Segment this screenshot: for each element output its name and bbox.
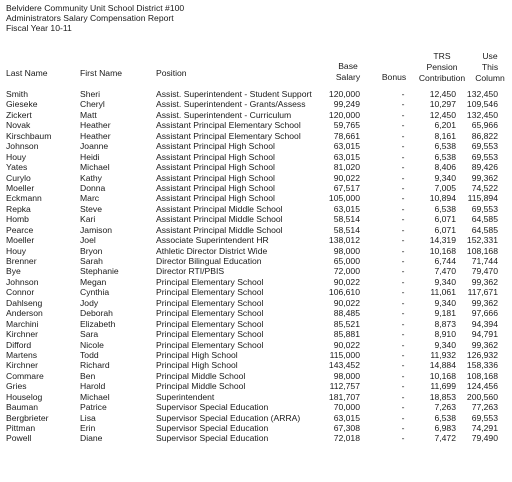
bonus-cell: - — [401, 349, 405, 360]
bonus-cell: - — [401, 120, 405, 131]
position-cell: Associate Superintendent HR — [156, 235, 269, 246]
bonus-cell: - — [401, 224, 405, 235]
table-row — [0, 225, 512, 235]
last-name-cell: Martens — [6, 349, 38, 360]
salary-table-body — [0, 89, 512, 444]
first-name-cell: Sheri — [80, 89, 101, 99]
trs-pension-cell: 9,340 — [434, 172, 456, 183]
base-salary-cell: 85,881 — [333, 329, 360, 340]
header-trs-1: TRS — [433, 51, 451, 61]
position-cell: Supervisor Special Education — [156, 433, 269, 444]
header-first-name: First Name — [80, 68, 123, 78]
trs-pension-cell: 18,853 — [429, 391, 456, 402]
total-cell: 69,553 — [471, 151, 498, 162]
position-cell: Principal Elementary School — [156, 297, 264, 308]
header-base-2: Salary — [335, 72, 361, 82]
position-cell: Assistant Principal High School — [156, 141, 275, 152]
last-name-cell: Dahlseng — [6, 297, 43, 308]
first-name-cell: Richard — [80, 360, 110, 371]
fiscal-year: Fiscal Year 10-11 — [6, 23, 72, 33]
trs-pension-cell: 11,061 — [430, 287, 456, 298]
base-salary-cell: 67,308 — [333, 423, 360, 433]
last-name-cell: Pearce — [6, 224, 34, 235]
bonus-cell: - — [401, 214, 405, 225]
first-name-cell: Nicole — [80, 339, 104, 350]
trs-pension-cell: 6,538 — [434, 141, 456, 152]
first-name-cell: Kari — [80, 214, 96, 225]
trs-pension-cell: 8,161 — [434, 130, 456, 141]
first-name-cell: Heidi — [80, 151, 100, 162]
trs-pension-cell: 6,538 — [434, 412, 456, 423]
trs-pension-cell: 8,873 — [434, 318, 456, 329]
position-cell: Principal Middle School — [156, 381, 246, 392]
header-trs-3: Contribution — [418, 73, 466, 83]
trs-pension-cell: 14,884 — [429, 360, 456, 371]
bonus-cell: - — [401, 245, 405, 256]
total-cell: 94,394 — [471, 318, 498, 329]
first-name-cell: Kathy — [80, 172, 102, 183]
last-name-cell: Bye — [6, 266, 21, 277]
first-name-cell: Todd — [80, 349, 99, 360]
bonus-cell: - — [401, 235, 405, 246]
first-name-cell: Cheryl — [80, 99, 105, 110]
table-row — [0, 319, 512, 329]
first-name-cell: Patrice — [80, 402, 107, 413]
table-row — [0, 340, 512, 350]
first-name-cell: Lisa — [80, 412, 96, 423]
position-cell: Principal Elementary School — [156, 318, 264, 329]
trs-pension-cell: 6,538 — [434, 203, 456, 214]
base-salary-cell: 112,757 — [329, 381, 360, 392]
first-name-cell: Stephanie — [80, 266, 119, 277]
first-name-cell: Bryon — [80, 245, 103, 256]
first-name-cell: Sara — [80, 329, 99, 340]
base-salary-cell: 58,514 — [333, 214, 360, 225]
trs-pension-cell: 10,168 — [429, 245, 456, 256]
position-cell: Principal High School — [156, 360, 238, 371]
first-name-cell: Ben — [80, 370, 96, 381]
trs-pension-cell: 7,263 — [434, 402, 456, 413]
position-cell: Assistant Principal Middle School — [156, 203, 283, 214]
position-cell: Assistant Principal High School — [156, 182, 275, 193]
position-cell: Director Bilingual Education — [156, 256, 262, 266]
trs-pension-cell: 12,450 — [429, 109, 456, 120]
first-name-cell: Joel — [80, 235, 96, 246]
bonus-cell: - — [401, 391, 405, 402]
header-bonus: Bonus — [381, 72, 407, 82]
base-salary-cell: 98,000 — [333, 370, 360, 381]
last-name-cell: Smith — [6, 89, 28, 99]
first-name-cell: Elizabeth — [80, 318, 116, 329]
bonus-cell: - — [401, 276, 405, 287]
trs-pension-cell: 6,071 — [434, 224, 456, 235]
last-name-cell: Zickert — [6, 109, 32, 120]
total-cell: 115,894 — [467, 193, 498, 204]
table-row — [0, 423, 512, 433]
table-row — [0, 392, 512, 402]
first-name-cell: Erin — [80, 423, 96, 433]
table-row — [0, 402, 512, 412]
table-row — [0, 277, 512, 287]
total-cell: 65,966 — [471, 120, 498, 131]
last-name-cell: Kirchner — [6, 329, 38, 340]
last-name-cell: Kirchner — [6, 360, 38, 371]
table-row — [0, 433, 512, 443]
last-name-cell: Eckmann — [6, 193, 42, 204]
total-cell: 86,822 — [471, 130, 498, 141]
position-cell: Principal Elementary School — [156, 287, 264, 298]
last-name-cell: Gieseke — [6, 99, 38, 110]
bonus-cell: - — [401, 109, 405, 120]
bonus-cell: - — [401, 256, 405, 266]
table-row — [0, 89, 512, 99]
trs-pension-cell: 11,699 — [430, 381, 456, 392]
first-name-cell: Megan — [80, 276, 107, 287]
table-row — [0, 246, 512, 256]
base-salary-cell: 70,000 — [333, 402, 360, 413]
table-row — [0, 173, 512, 183]
table-row — [0, 152, 512, 162]
table-row — [0, 381, 512, 391]
last-name-cell: Connor — [6, 287, 35, 298]
total-cell: 200,560 — [466, 391, 498, 402]
total-cell: 79,470 — [471, 266, 498, 277]
base-salary-cell: 72,000 — [333, 266, 360, 277]
bonus-cell: - — [401, 266, 405, 277]
base-salary-cell: 90,022 — [333, 339, 360, 350]
trs-pension-cell: 8,910 — [434, 329, 456, 340]
total-cell: 126,932 — [466, 349, 498, 360]
bonus-cell: - — [401, 381, 405, 392]
last-name-cell: Bauman — [6, 402, 39, 413]
trs-pension-cell: 14,319 — [429, 235, 456, 246]
table-row — [0, 141, 512, 151]
table-row — [0, 287, 512, 297]
base-salary-cell: 85,521 — [333, 318, 360, 329]
last-name-cell: Houy — [6, 245, 27, 256]
table-row — [0, 266, 512, 276]
first-name-cell: Jamison — [80, 224, 112, 235]
total-cell: 97,666 — [471, 308, 498, 319]
first-name-cell: Heather — [80, 120, 111, 131]
bonus-cell: - — [401, 370, 405, 381]
bonus-cell: - — [401, 412, 405, 423]
base-salary-cell: 72,018 — [333, 433, 360, 444]
total-cell: 79,490 — [471, 433, 498, 444]
base-salary-cell: 143,452 — [328, 360, 360, 371]
bonus-cell: - — [401, 318, 405, 329]
table-row — [0, 214, 512, 224]
base-salary-cell: 63,015 — [333, 141, 360, 152]
base-salary-cell: 67,517 — [333, 182, 360, 193]
position-cell: Principal Elementary School — [156, 308, 264, 319]
total-cell: 71,744 — [471, 256, 498, 266]
first-name-cell: Sarah — [80, 256, 103, 266]
trs-pension-cell: 7,470 — [434, 266, 456, 277]
first-name-cell: Jody — [80, 297, 99, 308]
total-cell: 132,450 — [466, 109, 498, 120]
trs-pension-cell: 8,406 — [434, 162, 456, 173]
table-row — [0, 350, 512, 360]
trs-pension-cell: 6,201 — [434, 120, 456, 131]
first-name-cell: Marc — [80, 193, 100, 204]
first-name-cell: Matt — [80, 109, 97, 120]
position-cell: Assist. Superintendent - Curriculum — [156, 109, 292, 120]
base-salary-cell: 138,012 — [328, 235, 360, 246]
position-cell: Assistant Principal Elementary School — [156, 130, 301, 141]
base-salary-cell: 106,610 — [328, 287, 360, 298]
last-name-cell: Houselog — [6, 391, 43, 402]
base-salary-cell: 90,022 — [333, 297, 360, 308]
report-title: Administrators Salary Compensation Report — [6, 13, 174, 23]
position-cell: Superintendent — [156, 391, 215, 402]
last-name-cell: Difford — [6, 339, 32, 350]
table-row — [0, 193, 512, 203]
total-cell: 77,263 — [471, 402, 498, 413]
first-name-cell: Michael — [80, 391, 110, 402]
header-use-2: This — [481, 62, 499, 72]
position-cell: Assistant Principal Middle School — [156, 224, 283, 235]
first-name-cell: Joanne — [80, 141, 109, 152]
trs-pension-cell: 9,181 — [434, 308, 456, 319]
last-name-cell: Bergbrieter — [6, 412, 49, 423]
trs-pension-cell: 10,297 — [429, 99, 456, 110]
total-cell: 74,522 — [471, 182, 498, 193]
base-salary-cell: 105,000 — [328, 193, 360, 204]
last-name-cell: Homb — [6, 214, 29, 225]
total-cell: 108,168 — [466, 370, 498, 381]
total-cell: 69,553 — [471, 141, 498, 152]
bonus-cell: - — [401, 162, 405, 173]
last-name-cell: Powell — [6, 433, 32, 444]
table-row — [0, 256, 512, 266]
position-cell: Supervisor Special Education — [156, 423, 269, 433]
bonus-cell: - — [401, 172, 405, 183]
trs-pension-cell: 7,472 — [434, 433, 456, 444]
table-row — [0, 298, 512, 308]
base-salary-cell: 90,022 — [333, 172, 360, 183]
last-name-cell: Gries — [6, 381, 27, 392]
bonus-cell: - — [401, 329, 405, 340]
trs-pension-cell: 10,894 — [429, 193, 456, 204]
position-cell: Principal Middle School — [156, 370, 246, 381]
total-cell: 158,336 — [466, 360, 498, 371]
base-salary-cell: 88,485 — [333, 308, 360, 319]
total-cell: 69,553 — [471, 203, 498, 214]
bonus-cell: - — [401, 89, 405, 99]
trs-pension-cell: 11,932 — [430, 349, 456, 360]
table-row — [0, 110, 512, 120]
last-name-cell: Johnson — [6, 276, 39, 287]
position-cell: Principal High School — [156, 349, 238, 360]
table-row — [0, 183, 512, 193]
position-cell: Principal Elementary School — [156, 329, 264, 340]
total-cell: 94,791 — [471, 329, 498, 340]
last-name-cell: Novak — [6, 120, 31, 131]
position-cell: Assistant Principal High School — [156, 151, 275, 162]
trs-pension-cell: 6,071 — [434, 214, 456, 225]
bonus-cell: - — [401, 287, 405, 298]
position-cell: Director RTI/PBIS — [156, 266, 225, 277]
base-salary-cell: 115,000 — [329, 349, 360, 360]
total-cell: 99,362 — [471, 172, 498, 183]
last-name-cell: Houy — [6, 151, 27, 162]
table-row — [0, 99, 512, 109]
total-cell: 152,331 — [466, 235, 498, 246]
first-name-cell: Steve — [80, 203, 102, 214]
position-cell: Assistant Principal Elementary School — [156, 120, 301, 131]
trs-pension-cell: 10,168 — [429, 370, 456, 381]
bonus-cell: - — [401, 193, 405, 204]
district-name: Belvidere Community Unit School District #100 — [6, 3, 185, 13]
total-cell: 89,426 — [471, 162, 498, 173]
last-name-cell: Johnson — [6, 141, 39, 152]
base-salary-cell: 90,022 — [333, 276, 360, 287]
last-name-cell: Pittman — [6, 423, 36, 433]
first-name-cell: Harold — [80, 381, 106, 392]
first-name-cell: Michael — [80, 162, 110, 173]
trs-pension-cell: 6,983 — [434, 423, 456, 433]
total-cell: 108,168 — [466, 245, 498, 256]
header-base-1: Base — [338, 61, 358, 71]
bonus-cell: - — [401, 130, 405, 141]
table-row — [0, 235, 512, 245]
base-salary-cell: 63,015 — [333, 151, 360, 162]
table-row — [0, 131, 512, 141]
trs-pension-cell: 9,340 — [434, 297, 456, 308]
total-cell: 109,546 — [466, 99, 498, 110]
first-name-cell: Heather — [80, 130, 111, 141]
total-cell: 117,671 — [467, 287, 498, 298]
last-name-cell: Curylo — [6, 172, 31, 183]
base-salary-cell: 63,015 — [333, 412, 360, 423]
base-salary-cell: 120,000 — [328, 109, 360, 120]
total-cell: 99,362 — [471, 297, 498, 308]
first-name-cell: Donna — [80, 182, 106, 193]
position-cell: Assistant Principal High School — [156, 162, 275, 173]
position-cell: Assist. Superintendent - Grants/Assess — [156, 99, 306, 110]
table-row — [0, 371, 512, 381]
bonus-cell: - — [401, 151, 405, 162]
last-name-cell: Moeller — [6, 182, 35, 193]
base-salary-cell: 98,000 — [333, 245, 360, 256]
base-salary-cell: 78,661 — [333, 130, 360, 141]
bonus-cell: - — [401, 141, 405, 152]
header-trs-2: Pension — [426, 62, 458, 72]
bonus-cell: - — [401, 423, 405, 433]
trs-pension-cell: 9,340 — [434, 339, 456, 350]
base-salary-cell: 181,707 — [328, 391, 360, 402]
header-use-3: Column — [475, 73, 505, 83]
last-name-cell: Anderson — [6, 308, 43, 319]
position-cell: Assistant Principal High School — [156, 193, 275, 204]
bonus-cell: - — [401, 308, 405, 319]
trs-pension-cell: 6,744 — [434, 256, 456, 266]
table-row — [0, 360, 512, 370]
total-cell: 132,450 — [466, 89, 498, 99]
bonus-cell: - — [401, 360, 405, 371]
base-salary-cell: 65,000 — [333, 256, 360, 266]
position-cell: Assistant Principal High School — [156, 172, 275, 183]
first-name-cell: Deborah — [80, 308, 113, 319]
table-row — [0, 308, 512, 318]
last-name-cell: Yates — [6, 162, 28, 173]
total-cell: 99,362 — [471, 339, 498, 350]
total-cell: 64,585 — [471, 214, 498, 225]
position-cell: Supervisor Special Education — [156, 402, 269, 413]
bonus-cell: - — [401, 203, 405, 214]
bonus-cell: - — [401, 339, 405, 350]
last-name-cell: Commare — [6, 370, 44, 381]
first-name-cell: Diane — [80, 433, 103, 444]
last-name-cell: Repka — [6, 203, 31, 214]
bonus-cell: - — [401, 297, 405, 308]
table-row — [0, 413, 512, 423]
position-cell: Athletic Director District Wide — [156, 245, 268, 256]
last-name-cell: Brenner — [6, 256, 37, 266]
trs-pension-cell: 6,538 — [434, 151, 456, 162]
header-use-1: Use — [482, 51, 498, 61]
first-name-cell: Cynthia — [80, 287, 110, 298]
base-salary-cell: 59,765 — [333, 120, 360, 131]
total-cell: 124,456 — [466, 381, 498, 392]
table-row — [0, 162, 512, 172]
total-cell: 64,585 — [471, 224, 498, 235]
position-cell: Supervisor Special Education (ARRA) — [156, 412, 301, 423]
bonus-cell: - — [401, 402, 405, 413]
base-salary-cell: 81,020 — [333, 162, 360, 173]
total-cell: 99,362 — [471, 276, 498, 287]
bonus-cell: - — [401, 433, 405, 444]
header-position: Position — [156, 68, 187, 78]
position-cell: Principal Elementary School — [156, 339, 264, 350]
base-salary-cell: 63,015 — [333, 203, 360, 214]
trs-pension-cell: 7,005 — [434, 182, 456, 193]
position-cell: Principal Elementary School — [156, 276, 264, 287]
base-salary-cell: 99,249 — [333, 99, 360, 110]
trs-pension-cell: 9,340 — [434, 276, 456, 287]
trs-pension-cell: 12,450 — [429, 89, 456, 99]
total-cell: 69,553 — [471, 412, 498, 423]
last-name-cell: Kirschbaum — [6, 130, 52, 141]
base-salary-cell: 120,000 — [328, 89, 360, 99]
position-cell: Assist. Superintendent - Student Support — [156, 89, 312, 99]
last-name-cell: Moeller — [6, 235, 35, 246]
base-salary-cell: 58,514 — [333, 224, 360, 235]
bonus-cell: - — [401, 182, 405, 193]
bonus-cell: - — [401, 99, 405, 110]
header-last-name: Last Name — [6, 68, 48, 78]
table-row — [0, 329, 512, 339]
last-name-cell: Marchini — [6, 318, 39, 329]
position-cell: Assistant Principal Middle School — [156, 214, 283, 225]
table-row — [0, 120, 512, 130]
table-row — [0, 204, 512, 214]
total-cell: 74,291 — [471, 423, 498, 433]
